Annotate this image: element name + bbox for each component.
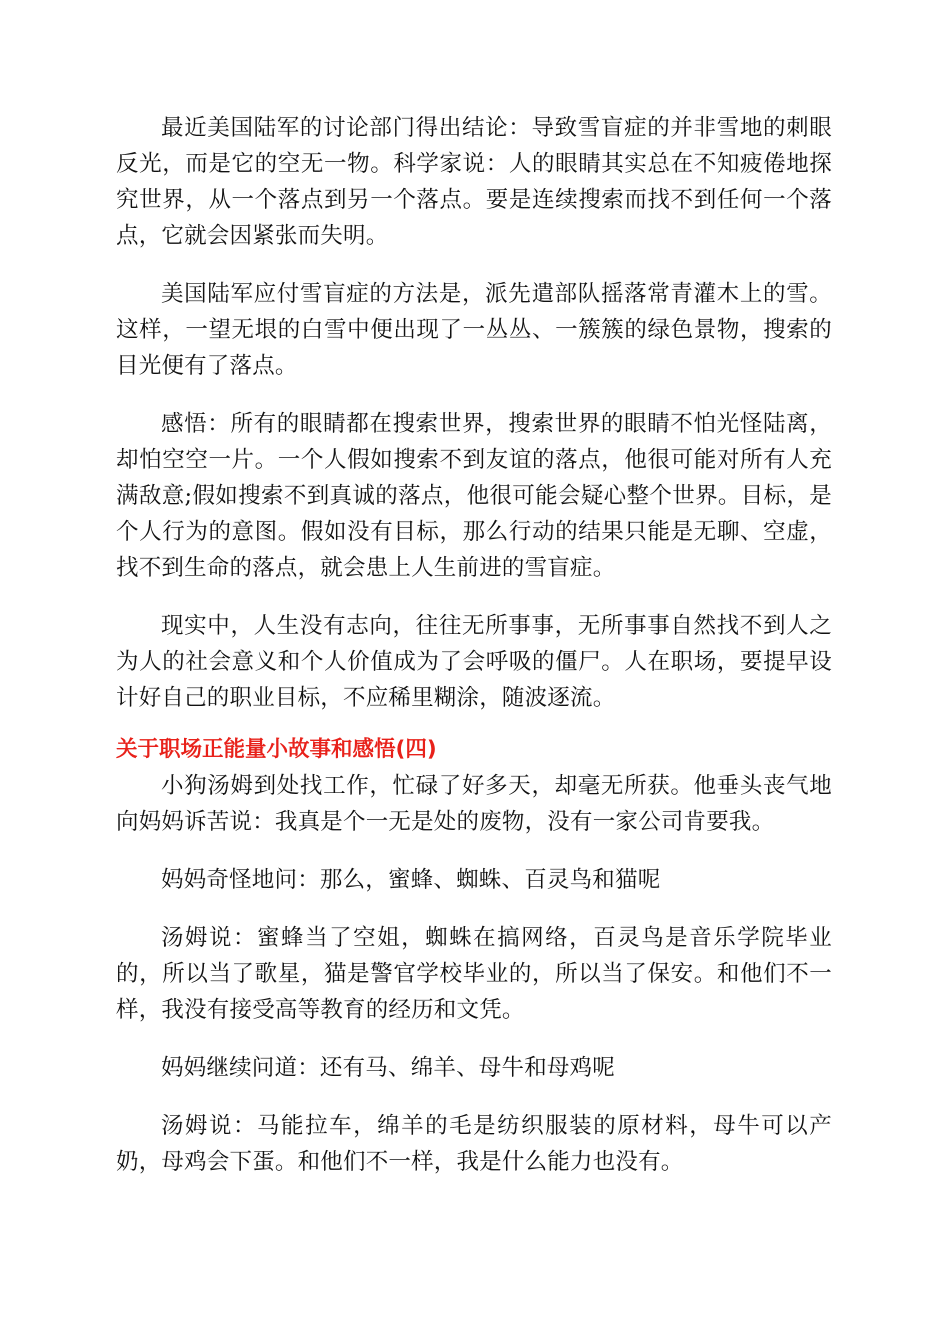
paragraph: 妈妈继续问道：还有马、绵羊、母牛和母鸡呢 [161,1055,616,1081]
paragraph: 妈妈奇怪地问：那么，蜜蜂、蜘蛛、百灵鸟和猫呢 [161,867,661,893]
paragraph: 感悟：所有的眼睛都在搜索世界，搜索世界的眼睛不怕光怪陆离，却怕空空一片。一个人假如搜索不到友谊的落点，他很可能对所有人充满敌意;假如搜索不到真诚的落点，他很可能会疑心整个世界。目标，是个人行为的意图。假如没有目标，那么行动的结果只能是无聊、空虚，找不到生命的落点，就会患上人生前进的雪盲症。 [116,411,832,581]
section-heading: 关于职场正能量小故事和感悟(四) [116,737,437,762]
section-story [116,768,832,1180]
paragraph: 美国陆军应付雪盲症的方法是，派先遣部队摇落常青灌木上的雪。这样，一望无垠的白雪中便出现了一丛丛、一簇簇的绿色景物，搜索的目光便有了落点。 [116,281,832,379]
paragraph: 最近美国陆军的讨论部门得出结论：导致雪盲症的并非雪地的刺眼反光，而是它的空无一物。科学家说：人的眼睛其实总在不知疲倦地探究世界，从一个落点到另一个落点。要是连续搜索而找不到任何一个落点，它就会因紧张而失明。 [116,115,832,249]
section-intro [116,110,832,716]
document-body [116,110,832,1202]
paragraph: 现实中，人生没有志向，往往无所事事，无所事事自然找不到人之为人的社会意义和个人价值成为了会呼吸的僵尸。人在职场，要提早设计好自己的职业目标，不应稀里糊涂，随波逐流。 [116,613,832,711]
paragraph: 小狗汤姆到处找工作，忙碌了好多天，却毫无所获。他垂头丧气地向妈妈诉苦说：我真是个一无是处的废物，没有一家公司肯要我。 [116,773,832,835]
paragraph: 汤姆说：马能拉车，绵羊的毛是纺织服装的原材料，母牛可以产奶，母鸡会下蛋。和他们不一样，我是什么能力也没有。 [116,1113,832,1175]
paragraph: 汤姆说：蜜蜂当了空姐，蜘蛛在搞网络，百灵鸟是音乐学院毕业的，所以当了歌星，猫是警官学校毕业的，所以当了保安。和他们不一样，我没有接受高等教育的经历和文凭。 [116,925,832,1023]
